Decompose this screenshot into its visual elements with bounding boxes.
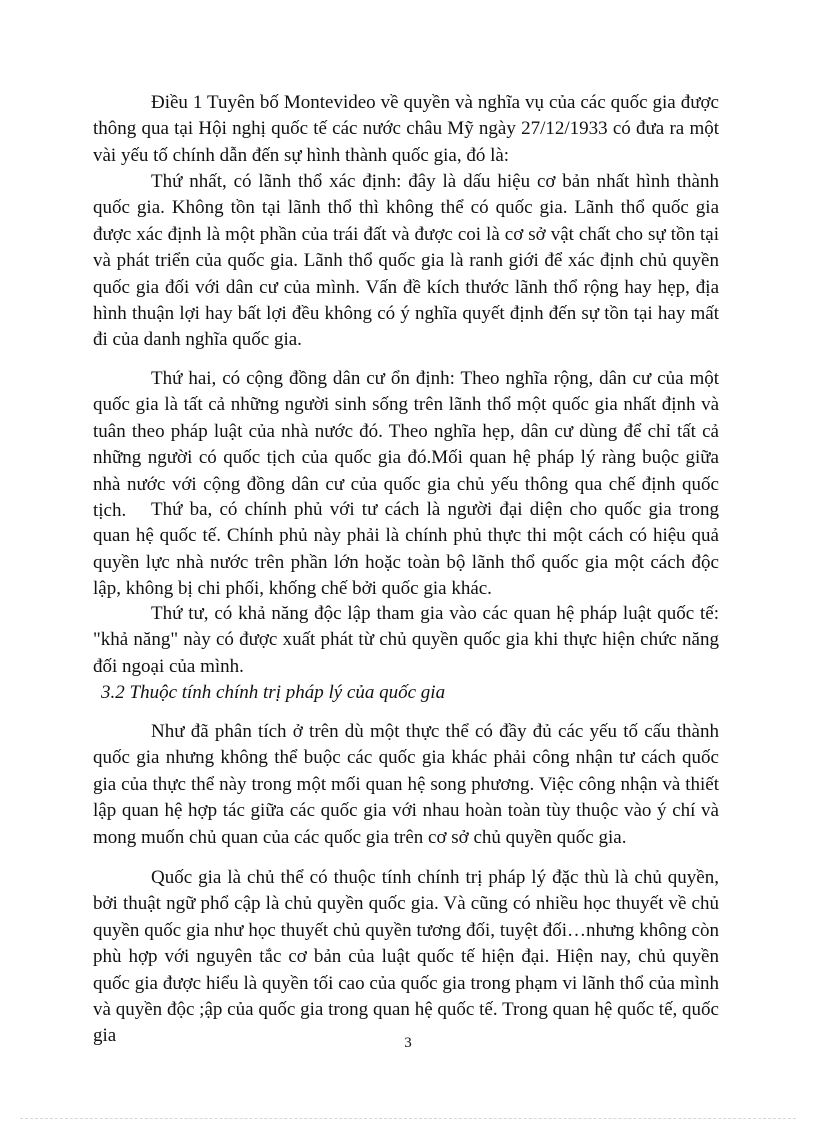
section-heading: 3.2 Thuộc tính chính trị pháp lý của quốc gia [101,682,446,703]
paragraph-territory: Thứ nhất, có lãnh thổ xác định: đây là dấu hiệu cơ bản nhất hình thành quốc gia. Không tồn tại lãnh thổ thì không thể có quốc gia. Lãnh thổ quốc gia được xác định là một phần của trái đất và được coi là cơ sở vật chất cho sự tồn tại và phát triển của quốc gia. Lãnh thổ quốc gia là ranh giới để xác định chủ quyền quốc gia đối với dân cư của mình. Vấn đề kích thước lãnh thổ rộng hay hẹp, địa hình thuận lợi hay bất lợi đều không có ý nghĩa quyết định đến sự tồn tại hay mất đi của danh nghĩa quốc gia. [93,171,719,351]
paragraph-population: Thứ hai, có cộng đồng dân cư ổn định: Theo nghĩa rộng, dân cư của một quốc gia là tất cả những người sinh sống trên lãnh thổ một quốc gia nhất định và tuân theo pháp luật của nhà nước đó. Theo nghĩa hẹp, dân cư dùng để chỉ tất cả những người có quốc tịch của quốc gia đó.Mối quan hệ pháp lý ràng buộc giữa nhà nước với cộng đồng dân cư của quốc gia chủ yếu thông qua chế định quốc tịch. [93,368,719,522]
paragraph-capacity: Thứ tư, có khả năng độc lập tham gia vào các quan hệ pháp luật quốc tế: "khả năng" này có được xuất phát từ chủ quyền quốc gia khi thực hiện chức năng đối ngoại của mình. [93,603,719,677]
page-bottom-divider [20,1118,796,1119]
page-number: 3 [404,1035,412,1051]
paragraph-government: Thứ ba, có chính phủ với tư cách là người đại diện cho quốc gia trong quan hệ quốc tế. Chính phủ này phải là chính phủ thực thi một cách có hiệu quả quyền lực nhà nước trên phần lớn hoặc toàn bộ lãnh thổ quốc gia một cách độc lập, không bị chi phối, khống chế bởi quốc gia khác. [93,499,719,600]
paragraph-recognition: Như đã phân tích ở trên dù một thực thể có đầy đủ các yếu tố cấu thành quốc gia nhưng không thể buộc các quốc gia khác phải công nhận tư cách quốc gia của thực thể này trong một mối quan hệ song phương. Việc công nhận và thiết lập quan hệ hợp tác giữa các quốc gia với nhau hoàn toàn tùy thuộc vào ý chí và mong muốn chủ quan của các quốc gia trên cơ sở chủ quyền quốc gia. [93,721,719,848]
paragraph-montevideo-article: Điều 1 Tuyên bố Montevideo về quyền và nghĩa vụ của các quốc gia được thông qua tại Hội nghị quốc tế các nước châu Mỹ ngày 27/12/1933 có đưa ra một vài yếu tố chính dẫn đến sự hình thành quốc gia, đó là: [93,92,719,166]
paragraph-sovereignty: Quốc gia là chủ thể có thuộc tính chính trị pháp lý đặc thù là chủ quyền, bởi thuật ngữ phổ cập là chủ quyền quốc gia. Và cũng có nhiều học thuyết về chủ quyền quốc gia như học thuyết chủ quyền tương đối, tuyệt đối…nhưng không còn phù hợp với nguyên tắc cơ bản của luật quốc tế hiện đại. Hiện nay, chủ quyền quốc gia được hiểu là quyền tối cao của quốc gia trong phạm vi lãnh thổ của mình và quyền độc ;ập của quốc gia trong quan hệ quốc tế. Trong quan hệ quốc tế, quốc gia [93,867,719,1047]
